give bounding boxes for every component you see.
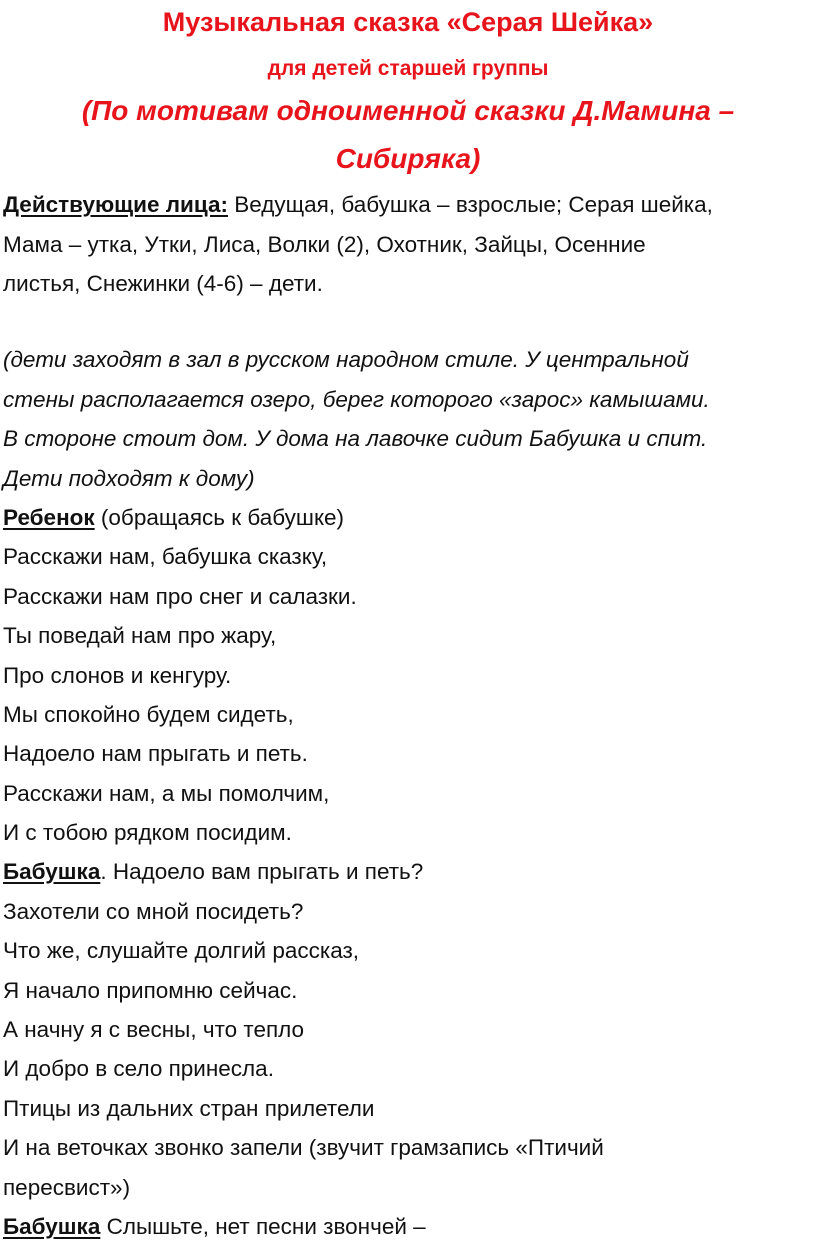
verse-line: Я начало припомню сейчас. xyxy=(3,978,298,1003)
stage-direction-line: (дети заходят в зал в русском народном стиле. У центральной xyxy=(3,347,689,372)
verse-line: И на веточках звонко запели (звучит грамзапись «Птичий xyxy=(3,1135,604,1160)
document-subtitle: для детей старшей группы xyxy=(267,57,549,80)
verse-text: Слышьте, нет песни звончей – xyxy=(100,1214,426,1239)
verse-line: Что же, слушайте долгий рассказ, xyxy=(3,938,360,963)
verse-line: Захотели со мной посидеть? xyxy=(3,899,304,924)
cast-line-3: листья, Снежинки (4-6) – дети. xyxy=(3,271,323,296)
grandma-speaker-line xyxy=(3,857,813,887)
verse-line: Надоело нам прыгать и петь. xyxy=(3,741,308,766)
document-title: Музыкальная сказка «Серая Шейка» xyxy=(162,7,654,37)
speaker-direction: (обращаясь к бабушке) xyxy=(94,505,345,530)
verse-line: Про слонов и кенгуру. xyxy=(3,663,232,688)
verse-text: . Надоело вам прыгать и петь? xyxy=(100,859,424,884)
speaker-child: Ребенок xyxy=(3,505,95,530)
stage-direction-line: В стороне стоит дом. У дома на лавочке сидит Бабушка и спит. xyxy=(3,426,708,451)
cast-line-1 xyxy=(3,190,813,220)
source-note-line-2: Сибиряка) xyxy=(335,143,481,174)
child-speaker-line xyxy=(3,503,813,533)
stage-direction-line: Дети подходят к дому) xyxy=(3,466,255,491)
cast-line-2: Мама – утка, Утки, Лиса, Волки (2), Охотник, Зайцы, Осенние xyxy=(3,232,646,257)
verse-line: А начну я с весны, что тепло xyxy=(3,1017,305,1042)
speaker-grandma: Бабушка xyxy=(3,859,101,884)
verse-line: Расскажи нам про снег и салазки. xyxy=(3,584,357,609)
verse-line: пересвист») xyxy=(3,1175,131,1200)
cast-text: Ведущая, бабушка – взрослые; Серая шейка, xyxy=(228,192,713,217)
verse-line: И с тобою рядком посидим. xyxy=(3,820,292,845)
source-note-line-1: (По мотивам одноименной сказки Д.Мамина – xyxy=(81,95,735,126)
verse-line: Расскажи нам, а мы помолчим, xyxy=(3,781,330,806)
speaker-grandma: Бабушка xyxy=(3,1214,101,1239)
verse-line: Мы спокойно будем сидеть, xyxy=(3,702,294,727)
verse-line: Птицы из дальних стран прилетели xyxy=(3,1096,375,1121)
verse-line: И добро в село принесла. xyxy=(3,1056,274,1081)
verse-line: Ты поведай нам про жару, xyxy=(3,623,277,648)
cast-label: Действующие лица: xyxy=(3,192,228,217)
stage-direction-line: стены располагается озеро, берег которого «зарос» камышами. xyxy=(3,387,710,412)
verse-line: Расскажи нам, бабушка сказку, xyxy=(3,544,328,569)
grandma-speaker-line xyxy=(3,1212,813,1242)
